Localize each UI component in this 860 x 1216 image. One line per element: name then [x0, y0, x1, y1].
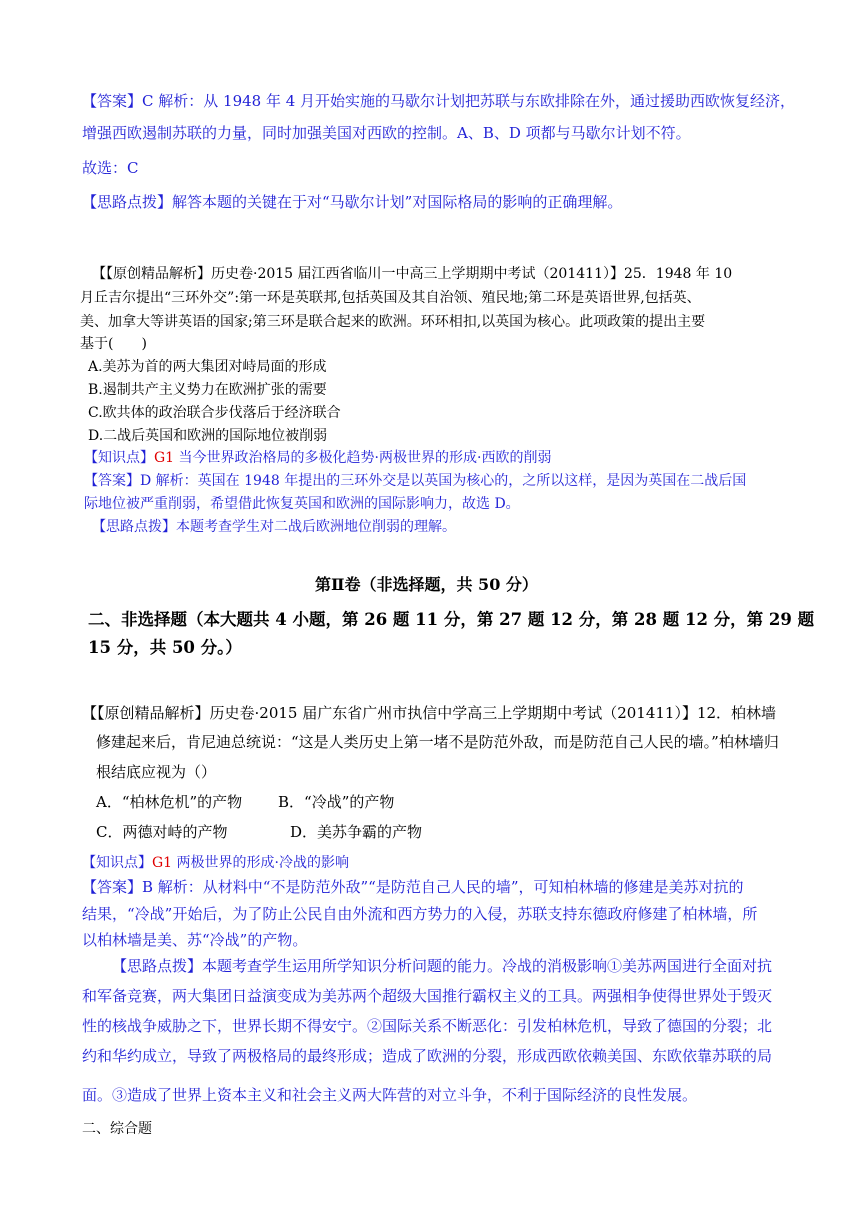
q3-stem-line2: 修建起来后，肯尼迪总统说：“这是人类历史上第一堵不是防范外敌，而是防范自己人民的墙。”柏林墙归 [96, 733, 779, 751]
q1-answer-line2: 增强西欧遏制苏联的力量，同时加强美国对西欧的控制。A、B、D 项都与马歇尔计划不符。 [82, 124, 691, 142]
section-title: 第Ⅱ卷（非选择题，共 50 分） [315, 575, 538, 594]
section-subtitle-line2: 15 分，共 50 分。） [88, 638, 242, 657]
footer-heading: 二、综合题 [82, 1121, 152, 1137]
q3-tip-line5: 面。③造成了世界上资本主义和社会主义两大阵营的对立斗争，不利于国际经济的良性发展。 [82, 1086, 698, 1104]
q2-option-c: C.欧共体的政治联合步伐落后于经济联合 [88, 405, 341, 421]
q2-stem-line3: 美、加拿大等讲英语的国家;第三环是联合起来的欧洲。环环相扣,以英国为核心。此项政策的提出主要 [80, 314, 706, 330]
q3-answer-line1: 【答案】B 解析：从材料中“不是防范外敌”“是防范自己人民的墙”，可知柏林墙的修建是美苏对抗的 [82, 878, 744, 896]
q1-answer-line1: 【答案】C 解析：从 1948 年 4 月开始实施的马歇尔计划把苏联与东欧排除在外，通过援助西欧恢复经济， [82, 92, 796, 110]
q3-answer-line3: 以柏林墙是美、苏“冷战”的产物。 [82, 931, 308, 949]
q3-answer-line2: 结果，“冷战”开始后，为了防止公民自由外流和西方势力的入侵，苏联支持东德政府修建了柏林墙，所 [82, 905, 758, 923]
q2-stem-line2: 月丘吉尔提出“三环外交”:第一环是英联邦,包括英国及其自治领、殖民地;第二环是英语世界,包括英、 [80, 290, 701, 306]
q3-stem-line3: 根结底应视为（） [96, 763, 217, 781]
q3-option-b: B．“冷战”的产物 [278, 793, 395, 811]
q3-option-c: C．两德对峙的产物 [96, 823, 228, 841]
q2-knowledge: 【知识点】G1 当今世界政治格局的多极化趋势·两极世界的形成·西欧的削弱 [84, 450, 552, 466]
q3-stem-line1: 【【原创精品解析】历史卷·2015 届广东省广州市执信中学高三上学期期中考试（201411）】12．柏林墙 [82, 704, 777, 722]
q2-stem-line4: 基于( ) [80, 336, 147, 352]
answer-tag: 【答案】 [82, 92, 143, 110]
q2-answer-line2: 际地位被严重削弱，希望借此恢复英国和欧洲的国际影响力，故选 D。 [84, 496, 520, 512]
q2-stem-line1: 【【原创精品解析】历史卷·2015 届江西省临川一中高三上学期期中考试（201411）】25．1948 年 10 [92, 266, 733, 282]
q3-option-a: A．“柏林危机”的产物 [96, 793, 243, 811]
q2-answer-line1: 【答案】D 解析：英国在 1948 年提出的三环外交是以英国为核心的，之所以这样，是因为英国在二战后国 [84, 473, 747, 489]
q1-tip: 【思路点拨】解答本题的关键在于对“马歇尔计划”对国际格局的影响的正确理解。 [82, 193, 623, 211]
q2-tip: 【思路点拨】本题考查学生对二战后欧洲地位削弱的理解。 [92, 519, 456, 535]
q2-option-a: A.美苏为首的两大集团对峙局面的形成 [88, 359, 327, 375]
section-subtitle-line1: 二、非选择题（本大题共 4 小题，第 26 题 11 分，第 27 题 12 分，第 28 题 12 分，第 29 题 [88, 610, 815, 629]
q1-choice: 故选：C [82, 159, 139, 177]
q3-tip-line4: 约和华约成立，导致了两极格局的最终形成；造成了欧洲的分裂，形成西欧依赖美国、东欧依靠苏联的局 [82, 1047, 773, 1065]
q2-option-b: B.遏制共产主义势力在欧洲扩张的需要 [88, 382, 327, 398]
q3-tip-line2: 和军备竞赛，两大集团日益演变成为美苏两个超级大国推行霸权主义的工具。两强相争使得世界处于毁灭 [82, 987, 773, 1005]
q3-option-d: D．美苏争霸的产物 [290, 823, 423, 841]
q3-knowledge: 【知识点】G1 两极世界的形成·冷战的影响 [82, 855, 349, 871]
q3-tip-line3: 性的核战争威胁之下，世界长期不得安宁。②国际关系不断恶化：引发柏林危机，导致了德国的分裂；北 [82, 1017, 773, 1035]
q3-tip-line1: 【思路点拨】本题考查学生运用所学知识分析问题的能力。冷战的消极影响①美苏两国进行全面对抗 [112, 957, 773, 975]
q2-option-d: D.二战后英国和欧洲的国际地位被削弱 [88, 428, 328, 444]
